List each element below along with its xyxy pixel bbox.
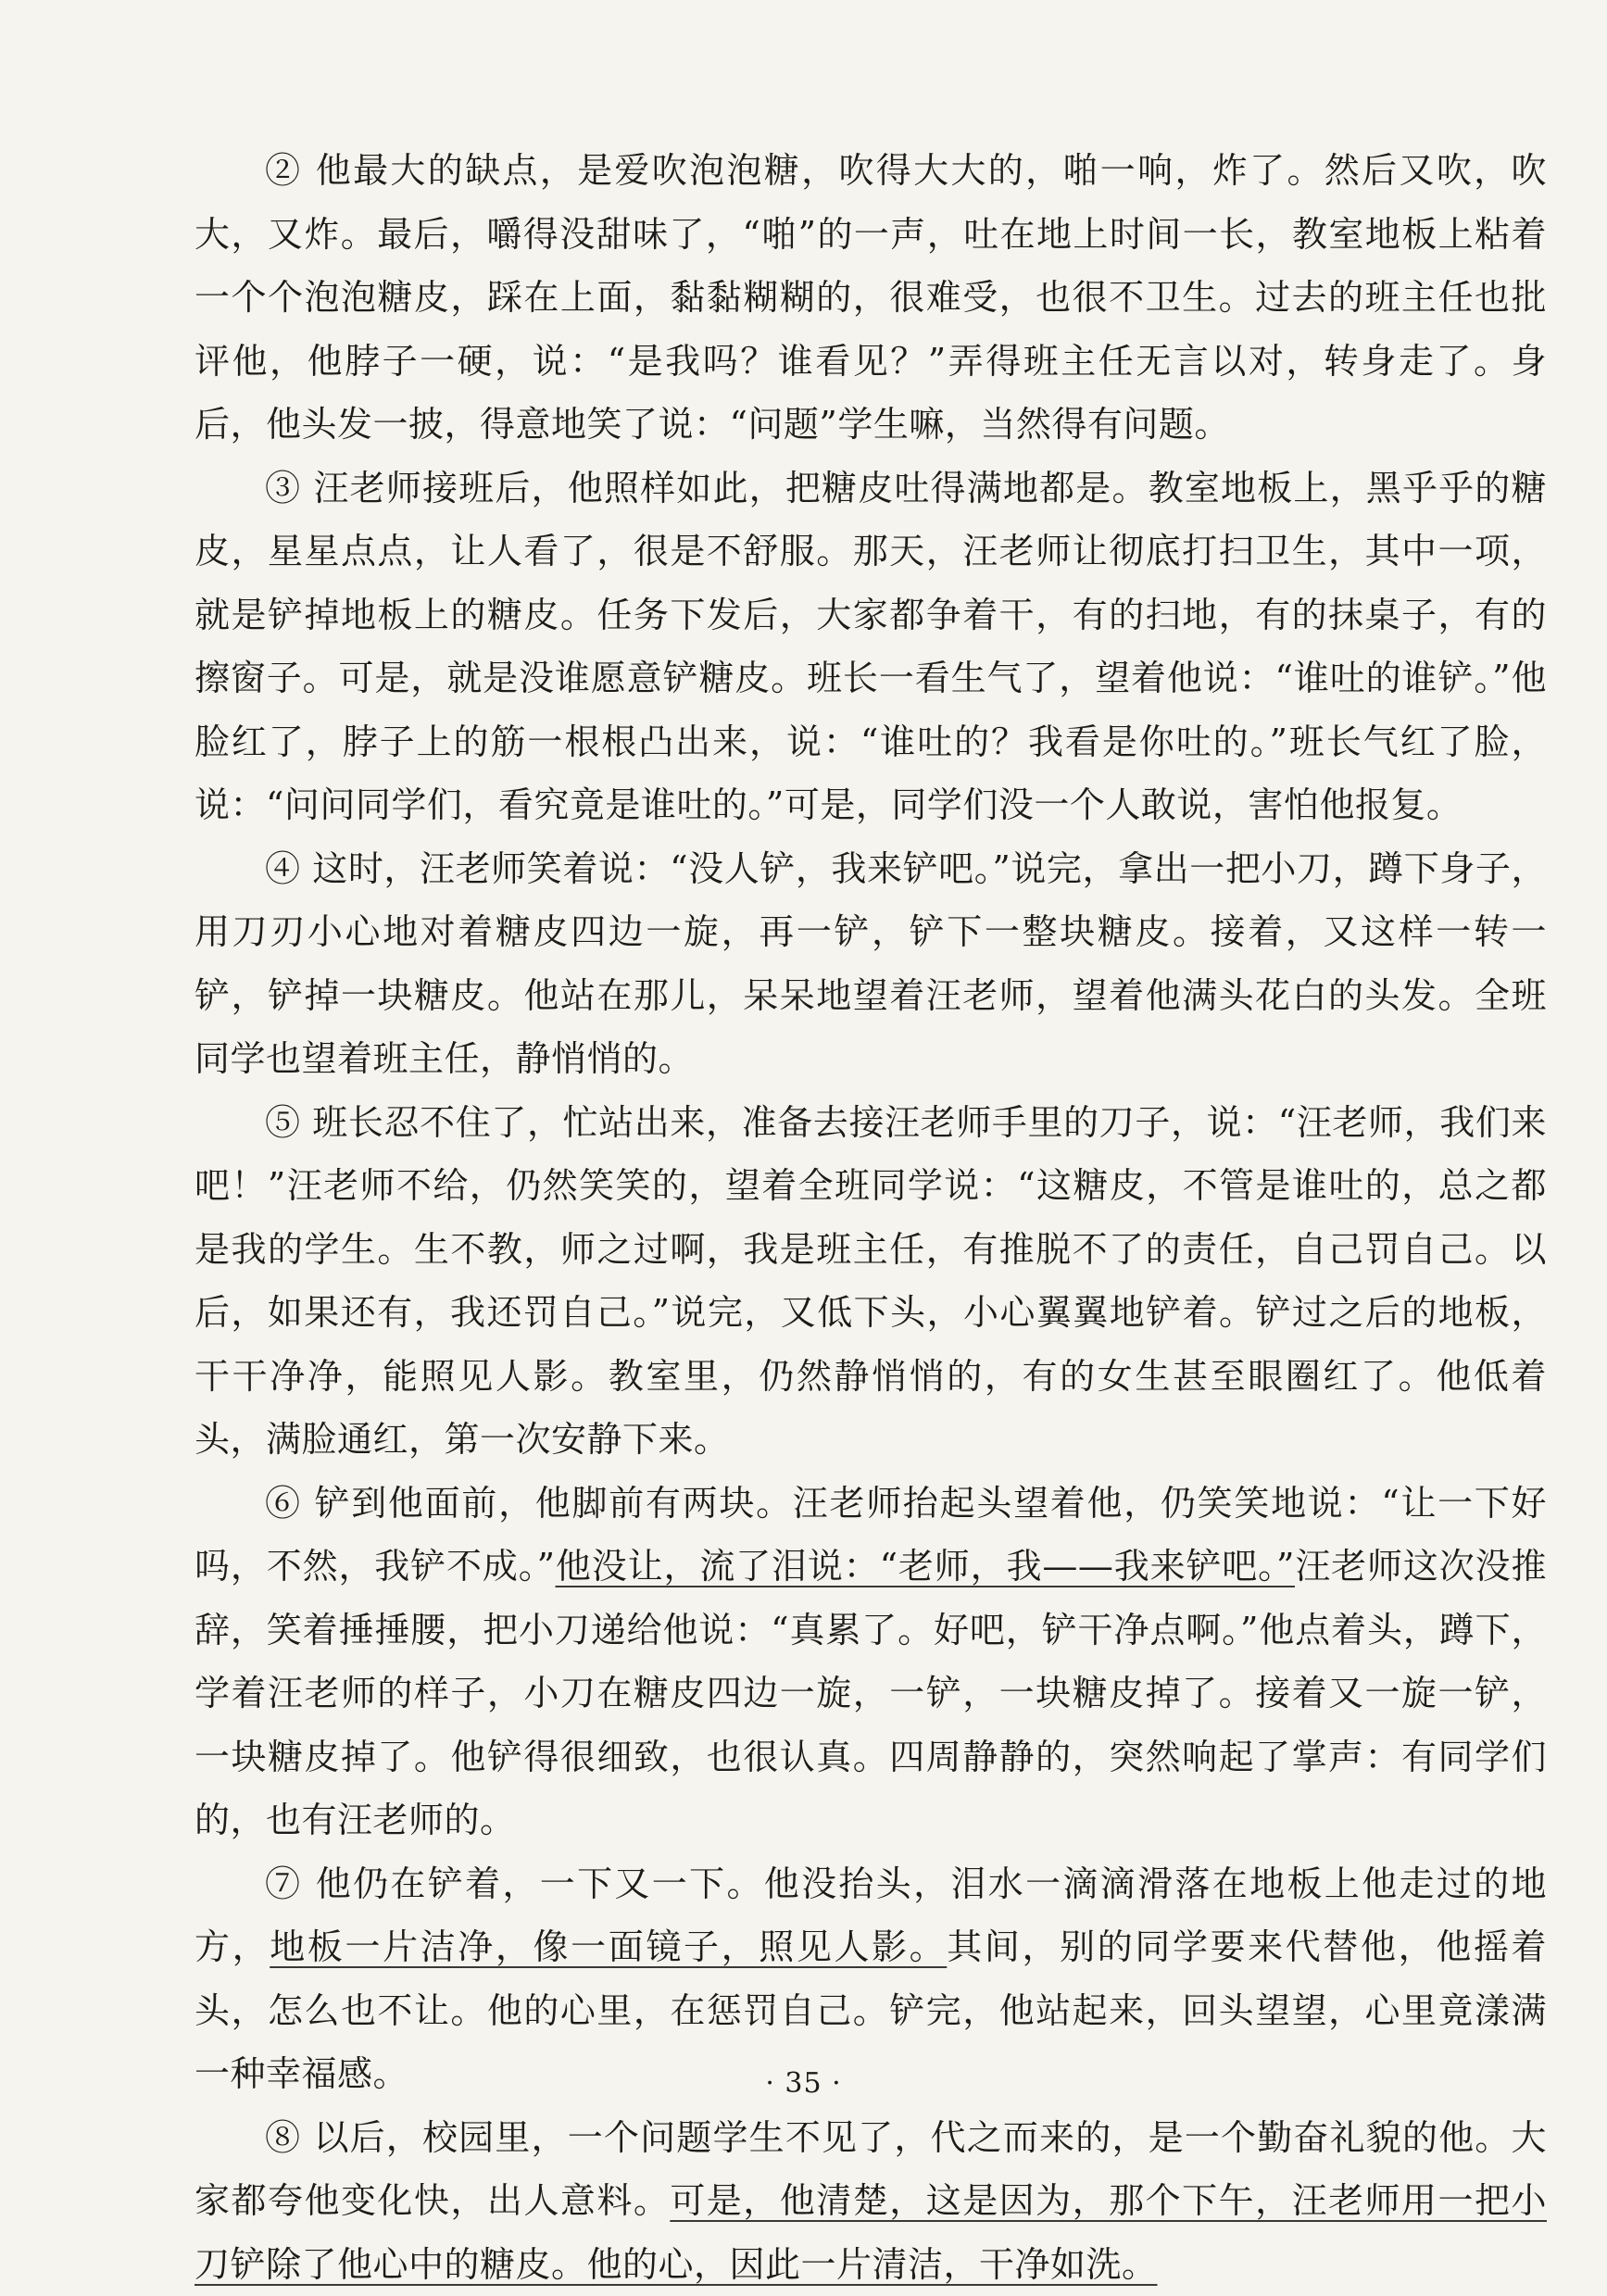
paragraph-6 (195, 1472, 1547, 1852)
paragraph-4 (195, 837, 1547, 1091)
underlined-text-segment: 他没让，流了泪说：“老师，我——我来铲吧。” (556, 1546, 1295, 1587)
text-segment: ⑤ 班长忍不住了，忙站出来，准备去接汪老师手里的刀子，说：“汪老师，我们来吧！”汪老师不给，仍然笑笑的，望着全班同学说：“这糖皮，不管是谁吐的，总之都是我的学生。生不教，师之过啊，我是班主任，有推脱不了的责任，自己罚自己。以后，如果还有，我还罚自己。”说完，又低下头，小心翼翼地铲着。铲过之后的地板，干干净净，能照见人影。教室里，仍然静悄悄的，有的女生甚至眼圈红了。他低着头，满脸通红，第一次安静下来。 (195, 1102, 1547, 1461)
document-body (195, 139, 1547, 2296)
text-segment: ⑦ 他仍在铲着，一下又一下。他没抬头，泪水一滴滴滑落在地板上他走过的地方， (195, 1863, 1547, 1968)
text-segment: 汪老师这次没推辞，笑着捶捶腰，把小刀递给他说：“真累了。好吧，铲干净点啊。”他点着头，蹲下，学着汪老师的样子，小刀在糖皮四边一旋，一铲，一块糖皮掉了。接着又一旋一铲，一块糖皮掉了。他铲得很细致，也很认真。四周静静的，突然响起了掌声：有同学们的，也有汪老师的。 (195, 1546, 1547, 1840)
page-number: · 35 · (0, 2067, 1607, 2100)
paragraph-5 (195, 1091, 1547, 1472)
text-segment: ⑥ 铲到他面前，他脚前有两块。汪老师抬起头望着他，仍笑笑地说：“让一下好吗，不然，我铲不成。” (195, 1483, 1547, 1587)
text-segment: ③ 汪老师接班后，他照样如此，把糖皮吐得满地都是。教室地板上，黑乎乎的糖皮，星星点点，让人看了，很是不舒服。那天，汪老师让彻底打扫卫生，其中一项，就是铲掉地板上的糖皮。任务下发后，大家都争着干，有的扫地，有的抹桌子，有的擦窗子。可是，就是没谁愿意铲糖皮。班长一看生气了，望着他说：“谁吐的谁铲。”他脸红了，脖子上的筋一根根凸出来，说：“谁吐的？我看是你吐的。”班长气红了脸，说：“问问同学们，看究竟是谁吐的。”可是，同学们没一个人敢说，害怕他报复。 (195, 468, 1547, 826)
text-segment: ② 他最大的缺点，是爱吹泡泡糖，吹得大大的，啪一响，炸了。然后又吹，吹大，又炸。最后，嚼得没甜味了，“啪”的一声，吐在地上时间一长，教室地板上粘着一个个泡泡糖皮，踩在上面，黏黏糊糊的，很难受，也很不卫生。过去的班主任也批评他，他脖子一硬，说：“是我吗？谁看见？”弄得班主任无言以对，转身走了。身后，他头发一披，得意地笑了说：“问题”学生嘛，当然得有问题。 (195, 150, 1547, 445)
underlined-text-segment: 地板一片洁净，像一面镜子，照见人影。 (270, 1926, 947, 1967)
text-segment: ⑧ 以后，校园里，一个问题学生不见了，代之而来的，是一个勤奋礼貌的他。大家都夸他变化快，出人意料。 (195, 2117, 1547, 2222)
paragraph-8 (195, 2106, 1547, 2296)
text-segment: ④ 这时，汪老师笑着说：“没人铲，我来铲吧。”说完，拿出一把小刀，蹲下身子，用刀刃小心地对着糖皮四边一旋，再一铲，铲下一整块糖皮。接着，又这样一转一铲，铲掉一块糖皮。他站在那儿，呆呆地望着汪老师，望着他满头花白的头发。全班同学也望着班主任，静悄悄的。 (195, 848, 1547, 1080)
paragraph-3 (195, 457, 1547, 837)
text-segment: 其间，别的同学要来代替他，他摇着头，怎么也不让。他的心里，在惩罚自己。铲完，他站起来，回头望望，心里竟漾满一种幸福感。 (195, 1926, 1547, 2094)
paragraph-2 (195, 139, 1547, 457)
underlined-text-segment: 可是，他清楚，这是因为，那个下午，汪老师用一把小刀铲除了他心中的糖皮。他的心，因此一片清洁，干净如洗。 (195, 2180, 1547, 2285)
